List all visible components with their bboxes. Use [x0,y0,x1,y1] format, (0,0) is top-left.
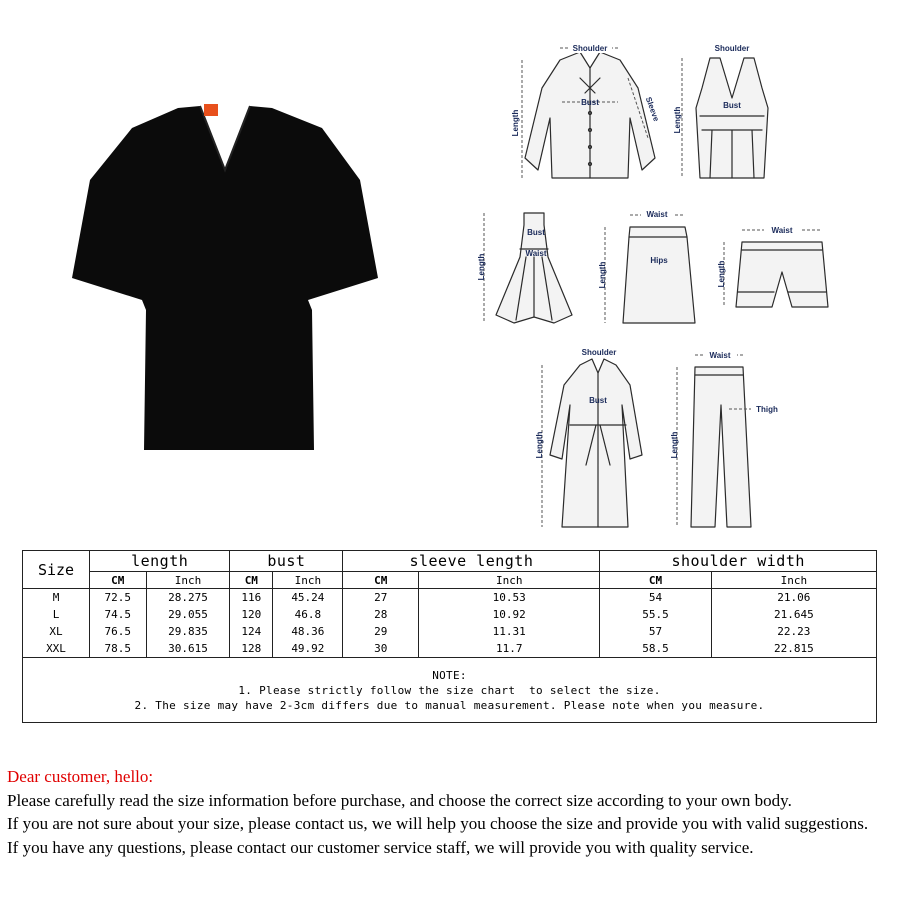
product-image-black-tshirt [60,100,390,460]
tank-shoulder-label: Shoulder [714,44,750,53]
coat-length-label: Length [535,431,544,459]
table-cell: 29 [343,623,419,640]
tshirt-body [72,106,378,450]
shorts-length-label: Length [717,260,726,288]
size-chart-table [22,550,877,723]
blouse-sleeve-label: Sleeve [643,95,661,123]
pants-thigh-label: Thigh [756,405,778,414]
message-line-2: If you are not sure about your size, please contact us, we will help you choose the size and provide you with valid suggestions. [7,814,869,833]
table-cell: 29.055 [146,606,230,623]
unit-inch: Inch [273,572,343,589]
table-cell: 22.815 [711,640,876,658]
tank-top-diagram [672,38,792,188]
table-header-row [23,551,877,572]
unit-inch: Inch [146,572,230,589]
note-line-2: 2. The size may have 2-3cm differs due to manual measurement. Please note when you measure. [134,698,765,712]
customer-message [7,765,868,859]
table-cell: 57 [600,623,711,640]
size-cell: L [23,606,90,623]
table-unit-row [23,572,877,589]
greeting-text: Dear customer, hello: [7,767,154,786]
message-line-1: Please carefully read the size information before purchase, and choose the correct size according to your own body. [7,790,792,810]
pants-diagram [665,345,785,535]
note-line-1: 1. Please strictly follow the size chart to select the size. [238,683,661,697]
pants-waist-label: Waist [709,351,731,360]
note-row [23,658,877,723]
blouse-length-label: Length [511,109,520,137]
message-line-3: If you have any questions, please contact our customer service staff, we will provide you with quality service. [7,837,754,857]
table-cell: 29.835 [146,623,230,640]
tank-bust-label: Bust [723,101,741,110]
table-cell: 21.06 [711,589,876,607]
tshirt-illustration [60,100,390,460]
table-cell: 45.24 [273,589,343,607]
table-cell: 28.275 [146,589,230,607]
pants-length-label: Length [670,431,679,459]
sleeve-length-group-header: sleeve length [343,551,600,572]
unit-cm: CM [600,572,711,589]
skirt-waist-label: Waist [646,210,668,219]
table-cell: 22.23 [711,623,876,640]
table-cell: 55.5 [600,606,711,623]
skirt-length-label: Length [598,261,607,289]
table-cell: 30 [343,640,419,658]
blouse-shoulder-label: Shoulder [572,44,608,53]
unit-cm: CM [90,572,147,589]
unit-inch: Inch [419,572,600,589]
table-cell: 28 [343,606,419,623]
table-cell: 30.615 [146,640,230,658]
size-note [23,658,877,723]
table-cell: 27 [343,589,419,607]
table-cell: 76.5 [90,623,147,640]
size-cell: XXL [23,640,90,658]
bust-group-header: bust [230,551,343,572]
table-cell: 58.5 [600,640,711,658]
size-cell: M [23,589,90,607]
table-cell: 11.31 [419,623,600,640]
table-cell: 10.92 [419,606,600,623]
coat-bust-label: Bust [589,396,607,405]
coat-diagram [530,345,665,535]
brand-tag [204,104,218,116]
table-cell: 21.645 [711,606,876,623]
size-column-header: Size [23,551,90,589]
tank-length-label: Length [673,106,682,134]
unit-inch: Inch [711,572,876,589]
dress-bust-label: Bust [527,228,545,237]
unit-cm: CM [230,572,273,589]
dress-length-label: Length [477,253,486,281]
table-cell: 49.92 [273,640,343,658]
table-cell: 120 [230,606,273,623]
shoulder-width-group-header: shoulder width [600,551,877,572]
table-cell: 54 [600,589,711,607]
table-cell: 74.5 [90,606,147,623]
skirt-hips-label: Hips [650,256,668,265]
table-row [23,623,877,640]
table-cell: 78.5 [90,640,147,658]
table-cell: 11.7 [419,640,600,658]
table-cell: 128 [230,640,273,658]
table-cell: 72.5 [90,589,147,607]
table-row [23,640,877,658]
note-title: NOTE: [432,668,467,682]
table-cell: 116 [230,589,273,607]
table-cell: 10.53 [419,589,600,607]
unit-cm: CM [343,572,419,589]
blouse-diagram [510,38,670,188]
size-cell: XL [23,623,90,640]
blouse-bust-label: Bust [581,98,599,107]
dress-waist-label: Waist [525,249,547,258]
length-group-header: length [90,551,230,572]
table-cell: 48.36 [273,623,343,640]
coat-shoulder-label: Shoulder [581,348,617,357]
dress-diagram [474,205,594,330]
skirt-diagram [595,205,705,330]
shorts-diagram [712,212,842,322]
shorts-waist-label: Waist [771,226,793,235]
table-row [23,589,877,607]
table-cell: 124 [230,623,273,640]
table-cell: 46.8 [273,606,343,623]
table-row [23,606,877,623]
